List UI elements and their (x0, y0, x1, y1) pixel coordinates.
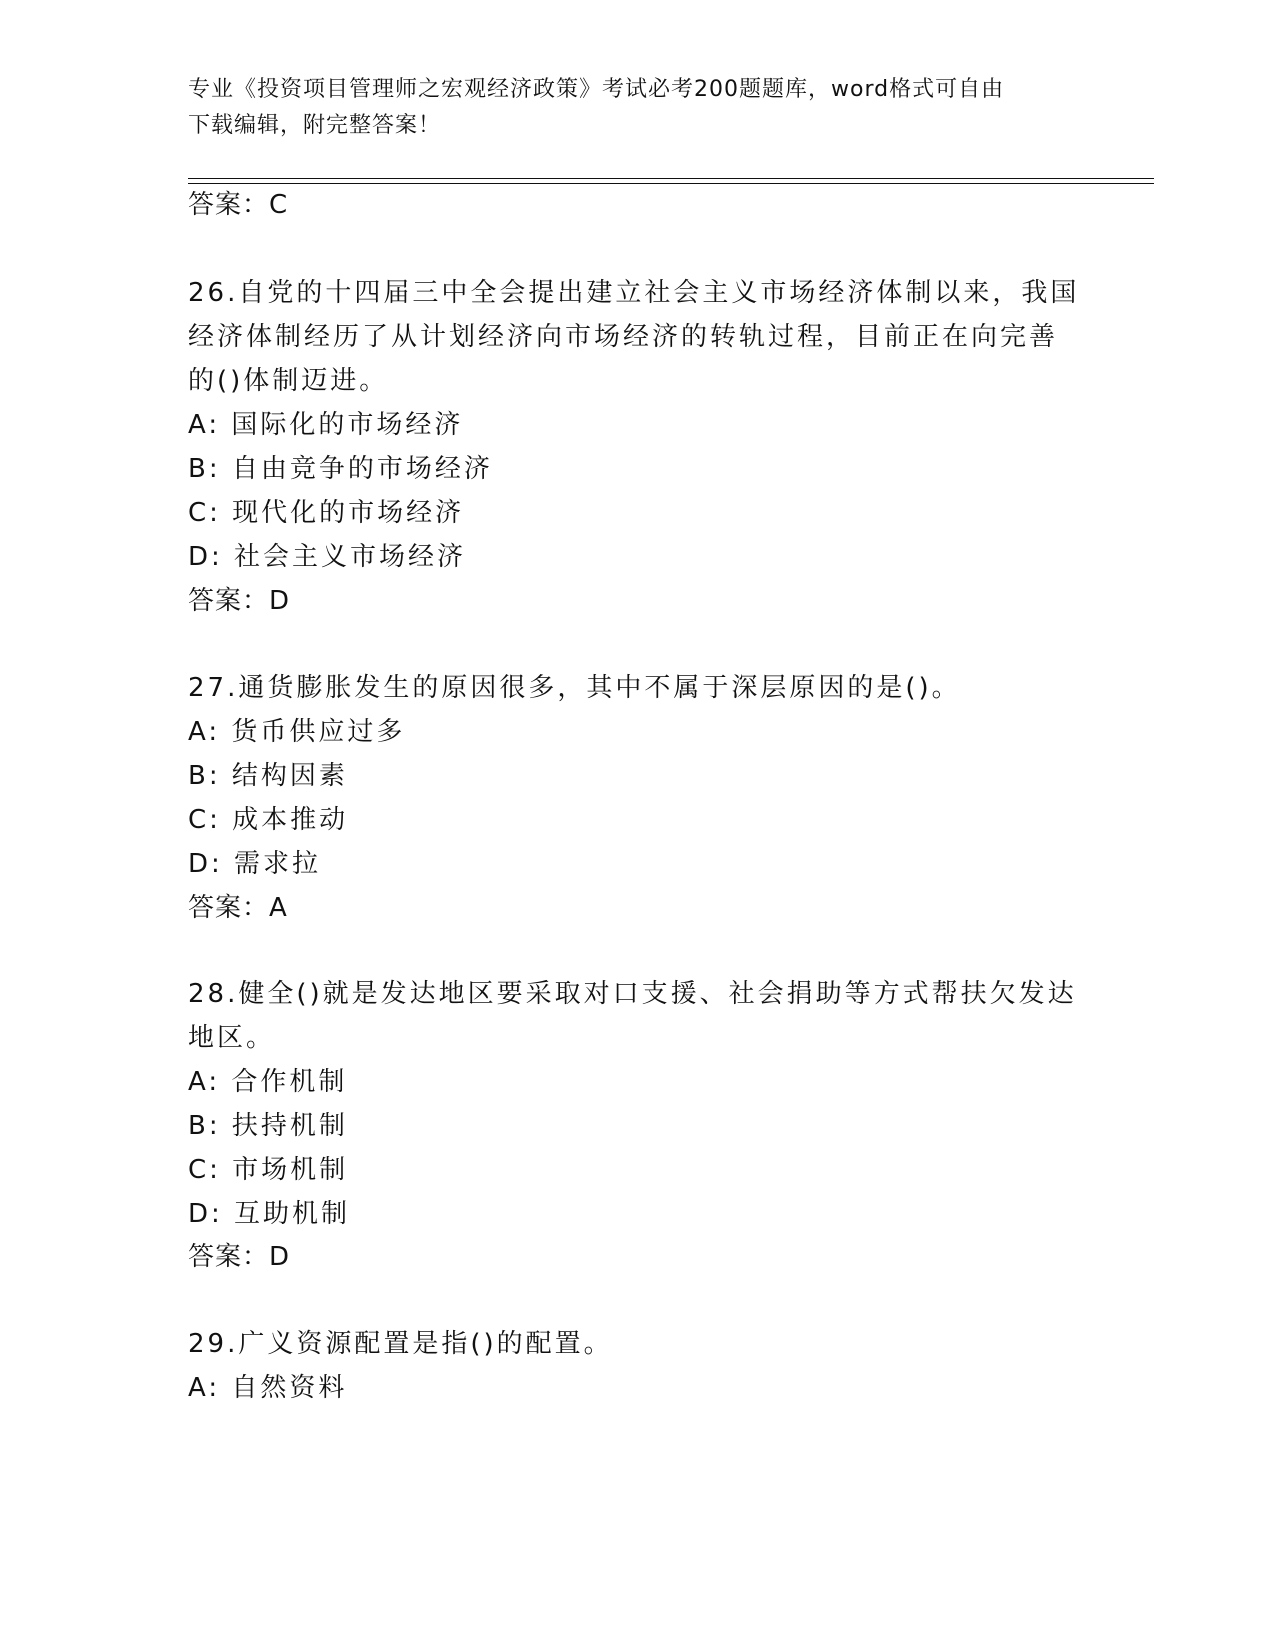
q27-answer: 答案：A (188, 893, 288, 923)
q28-option-d: D: 互助机制 (188, 1199, 351, 1229)
q26-option-c: C: 现代化的市场经济 (188, 498, 465, 528)
q28-option-a: A: 合作机制 (188, 1067, 348, 1097)
q28-option-c: C: 市场机制 (188, 1155, 349, 1185)
q29-stem-line-1: 29.广义资源配置是指()的配置。 (188, 1329, 613, 1359)
q26-option-a: A: 国际化的市场经济 (188, 410, 464, 440)
q26-stem-line-1: 26.自党的十四届三中全会提出建立社会主义市场经济体制以来，我国 (188, 278, 1080, 308)
document-header (188, 72, 1068, 144)
header-rule-top (188, 178, 1154, 179)
q28-answer: 答案：D (188, 1242, 291, 1272)
q28-option-b: B: 扶持机制 (188, 1111, 348, 1141)
q26-stem-line-2: 经济体制经历了从计划经济向市场经济的转轨过程，目前正在向完善 (188, 322, 1059, 352)
header-line-1: 专业《投资项目管理师之宏观经济政策》考试必考200题题库，word格式可自由 (188, 77, 1005, 102)
previous-answer: 答案：C (188, 190, 289, 220)
q26-stem-line-3: 的()体制迈进。 (188, 366, 389, 396)
q26-option-d: D: 社会主义市场经济 (188, 542, 467, 572)
q27-option-d: D: 需求拉 (188, 849, 322, 879)
q27-option-c: C: 成本推动 (188, 805, 349, 835)
q29-option-a: A: 自然资料 (188, 1373, 348, 1403)
header-line-2: 下载编辑，附完整答案！ (188, 113, 442, 138)
q27-stem-line-1: 27.通货膨胀发生的原因很多，其中不属于深层原因的是()。 (188, 673, 961, 703)
q28-stem-line-2: 地区。 (188, 1023, 276, 1053)
q26-option-b: B: 自由竞争的市场经济 (188, 454, 493, 484)
header-rule-bottom (188, 183, 1154, 184)
q27-option-b: B: 结构因素 (188, 761, 348, 791)
q27-option-a: A: 货币供应过多 (188, 717, 406, 747)
q28-stem-line-1: 28.健全()就是发达地区要采取对口支援、社会捐助等方式帮扶欠发达 (188, 979, 1077, 1009)
q26-answer: 答案：D (188, 586, 291, 616)
